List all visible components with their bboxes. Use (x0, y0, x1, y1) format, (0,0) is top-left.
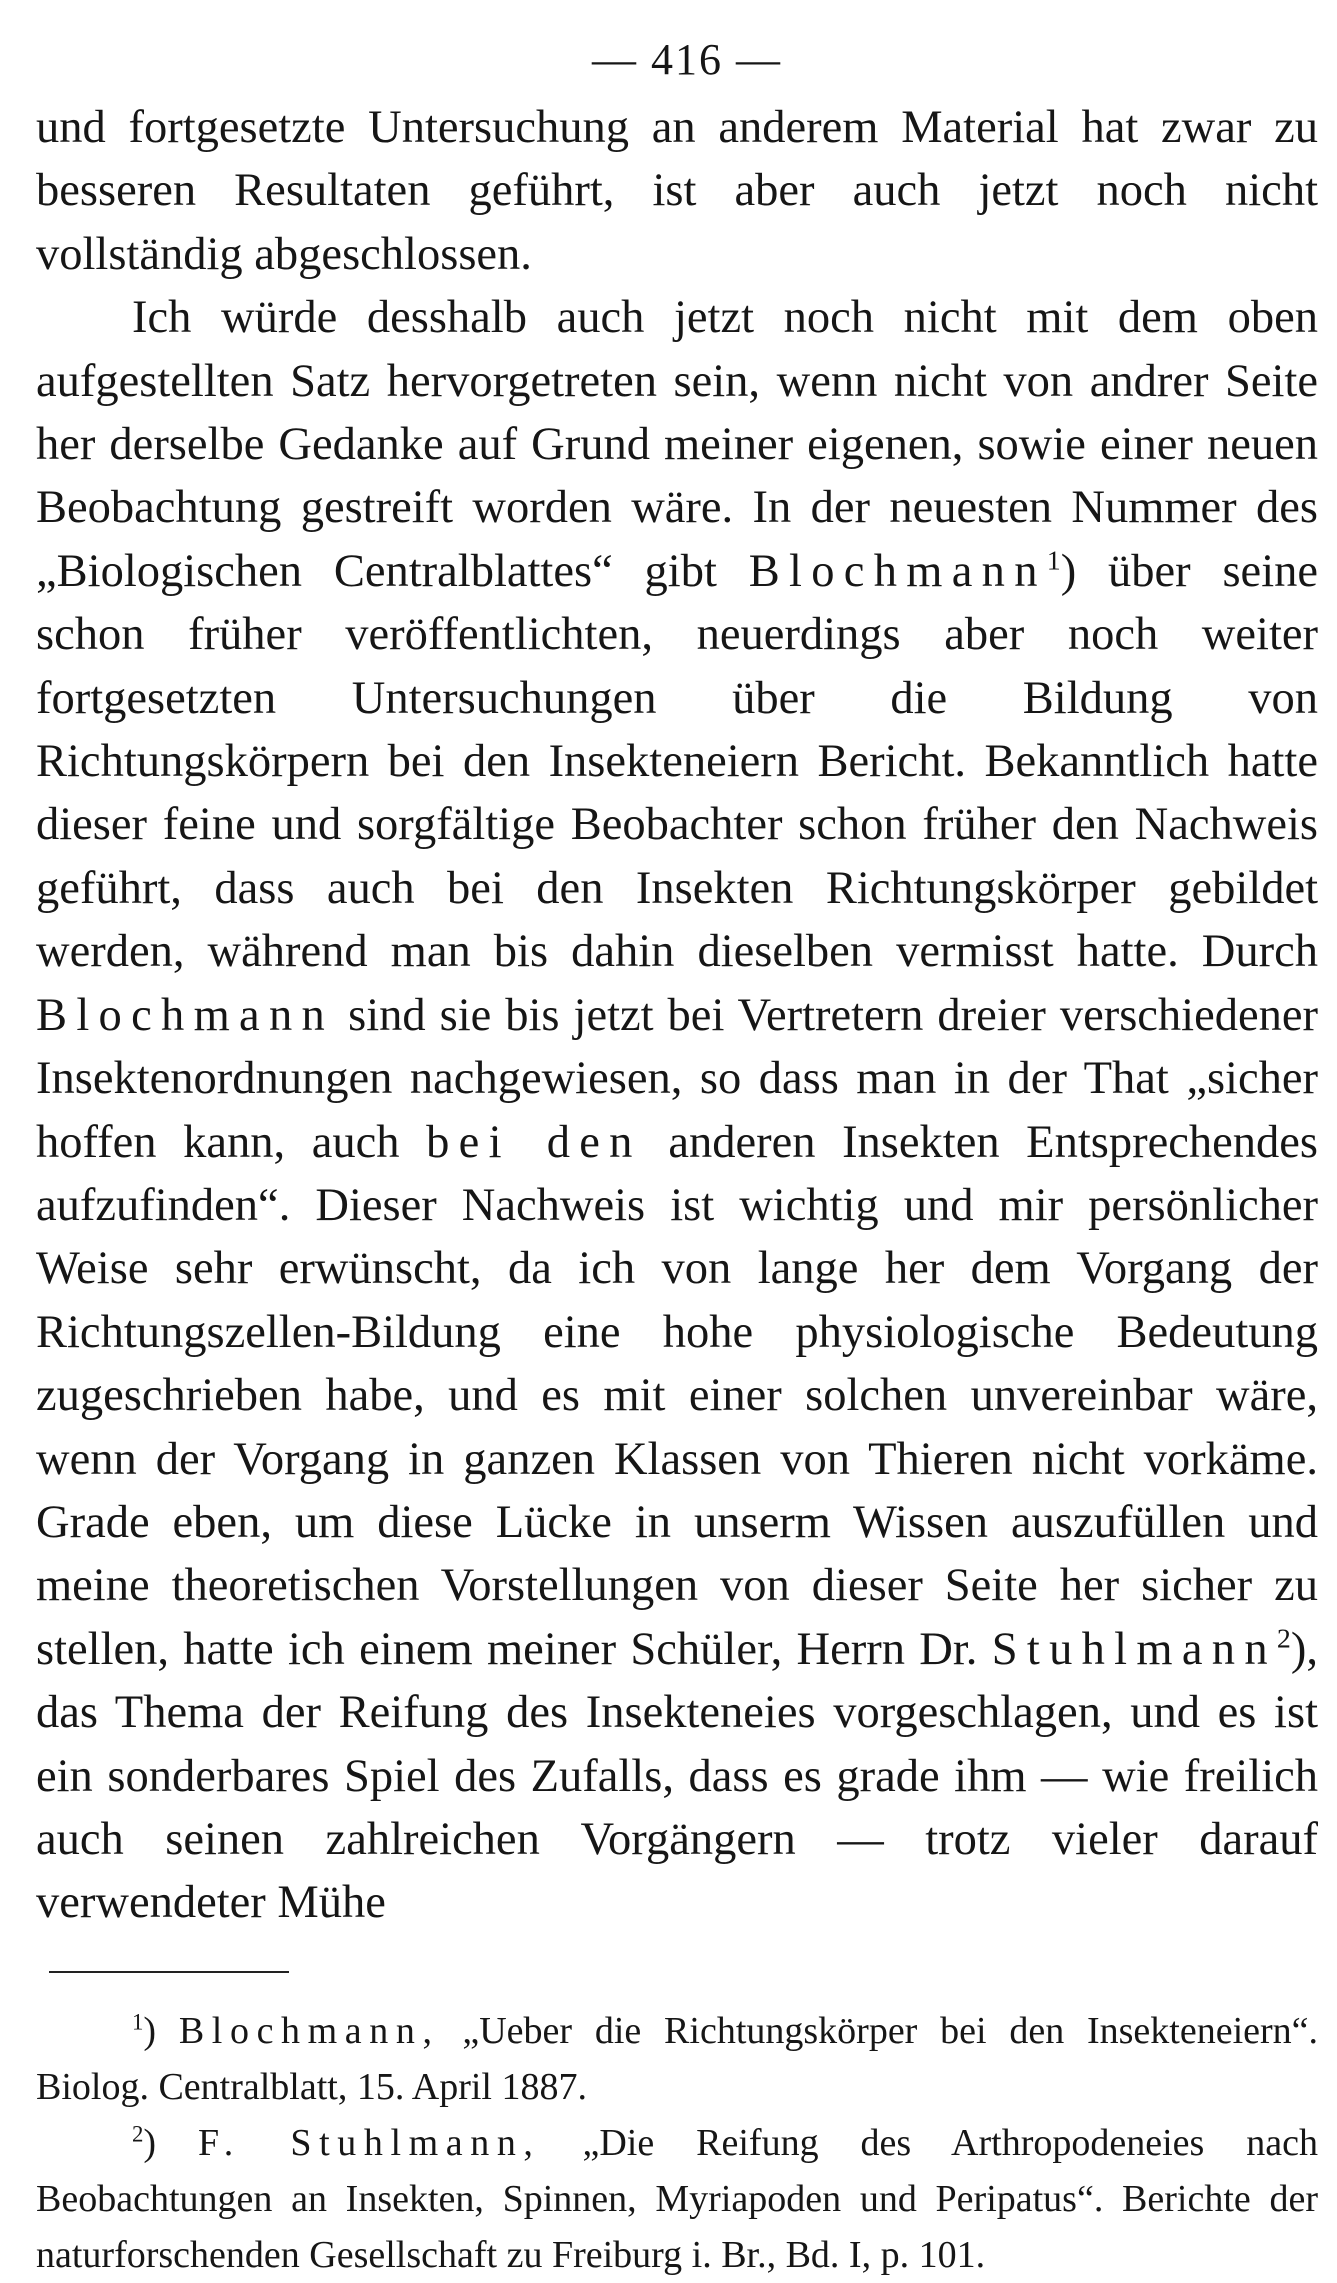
footnote-divider (49, 1971, 289, 1973)
paragraph-2-text-a: Ich würde desshalb auch jetzt noch nicht mit dem oben aufgestellten Satz hervorgetreten sein, wenn nicht von andrer Seite her derselbe Gedanke auf Grund meiner eigenen, sowie einer neuen Beobachtung gestreift worden wäre. In der neuesten Nummer des „Biologischen Centralblattes“ gibt (36, 292, 1318, 597)
footnote-2: $^2$) F. Stuhlmann, „Die Reifung des Arthropodeneies nach Beobachtungen an Insekten, Spinnen, Myriapoden und Peripatus“. Berichte der naturforschenden Gesellschaft zu Freiburg i. Br., Bd. I, p. 101. (36, 2121, 1318, 2276)
footnotes (36, 2003, 1318, 2283)
author-name-stuhlmann: Stuhlmann (991, 1623, 1277, 1675)
paragraph-2-text-e: ), das Thema der Reifung des Insekteneies vorgeschlagen, und es ist ein sonderbares Spiel des Zufalls, dass es grade ihm — wie freilich auch seinen zahlreichen Vorgängern — trotz vieler darauf verwendeter Mühe (36, 1623, 1318, 1929)
paragraph-1: und fortgesetzte Untersuchung an anderem Material hat zwar zu besseren Resultaten geführt, ist aber auch jetzt noch nicht vollständig abgeschlossen. (36, 102, 1318, 280)
footnote-ref-1: 1 (1046, 545, 1061, 577)
main-text (36, 96, 1318, 1935)
paragraph-2 (36, 286, 1318, 1935)
footnote-2-mark: 2 (132, 2121, 144, 2147)
paragraph-2-text-c: sind sie bis jetzt bei Vertretern dreier verschiedener Insektenordnungen nachgewiesen, so dass man in der That „sicher hoffen kann, auch (36, 989, 1319, 1168)
footnote-1-author: Blochmann, (178, 2009, 440, 2052)
book-page (36, 30, 1318, 2283)
footnote-1: $^1$) Blochmann, „Ueber die Richtungskörper bei den Insekteneiern“. Biolog. Centralblatt, 15. April 1887. (36, 2009, 1319, 2108)
footnote-ref-2: 2 (1276, 1623, 1291, 1655)
footnote-1-mark: 1 (132, 2009, 144, 2035)
footnote-2-text: „Die Reifung des Arthropodeneies nach Beobachtungen an Insekten, Spinnen, Myriapoden und Peripatus“. Berichte der naturforschenden Gesellschaft zu Freiburg i. Br., Bd. I, p. 101. (36, 2121, 1318, 2276)
paragraph-2-text-b: ) über seine schon früher veröffentlichten, neuerdings aber noch weiter fortgesetzten Untersuchungen über die Bildung von Richtungskörpern bei den Insekteneiern Bericht. Bekanntlich hatte dieser feine und sorgfältige Beobachter schon früher den Nachweis geführt, dass auch bei den Insekten Richtungskörper gebildet werden, während man bis dahin dieselben vermisst hatte. Durch (36, 545, 1318, 978)
footnote-1-text: „Ueber die Richtungskörper bei den Insekteneiern“. Biolog. Centralblatt, 15. April 1887. (36, 2009, 1319, 2108)
author-name-blochmann-2: Blochmann (36, 989, 335, 1041)
page-number: — 416 — (592, 35, 782, 84)
footnote-2-author: F. Stuhlmann, (198, 2121, 541, 2164)
author-name-blochmann: Blochmann (748, 545, 1047, 597)
emphasis-bei-den: bei den (426, 1116, 642, 1168)
paragraph-2-text-d: anderen Insekten Entsprechendes aufzufinden“. Dieser Nachweis ist wichtig und mir persönlicher Weise sehr erwünscht, da ich von lange her dem Vorgang der Richtungszellen-Bildung eine hohe physiologische Bedeutung zugeschrieben habe, und es mit einer solchen unvereinbar wäre, wenn der Vorgang in ganzen Klassen von Thieren nicht vorkäme. Grade eben, um diese Lücke in unserm Wissen auszufüllen und meine theoretischen Vorstellungen von dieser Seite her sicher zu stellen, hatte ich einem meiner Schüler, Herrn Dr. (36, 1116, 1318, 1675)
